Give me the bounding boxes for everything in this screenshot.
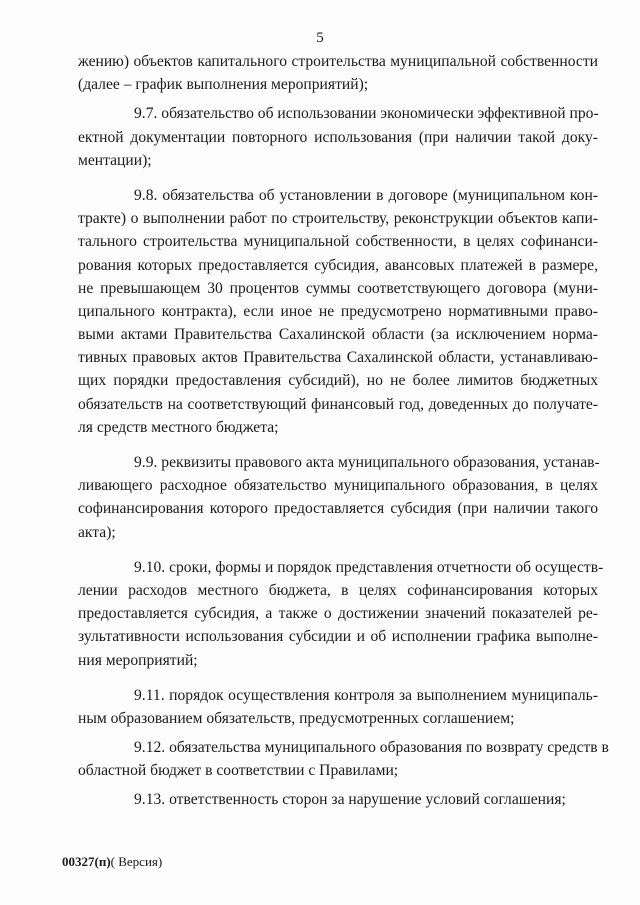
paragraph-9-12 [78,736,609,782]
text-line: 9.12. обязательства муниципального образования по возврату средств в [134,739,609,757]
text-line: 9.8. обязательства об установлении в договоре (муниципальном кон- [134,186,598,204]
page-number: 5 [316,30,324,46]
text-line: рования которых предоставляется субсидия, авансовых платежей в размере, [78,256,598,274]
text-line: ным образованием обязательств, предусмотренных соглашением; [78,709,515,727]
text-line: предоставляется субсидия, а также о достижении значений показателей ре- [78,605,598,623]
text-line: областной бюджет в соответствии с Правилами; [78,762,399,780]
paragraph-9-11 [78,684,598,730]
text-line: выми актами Правительства Сахалинской области (за исключением норма- [78,326,598,344]
document-code: 00327(п) [62,854,111,869]
text-line: 9.13. ответственность сторон за нарушение условий соглашения; [134,791,566,809]
text-line: тракте) о выполнении работ по строительству, реконструкции объектов капи- [78,210,598,228]
text-line: зультативности использования субсидии и об исполнении графика выполне- [78,628,598,646]
text-line: тального строительства муниципальной собственности, в целях софинанси- [78,233,598,251]
text-line: 9.10. сроки, формы и порядок представления отчетности об осуществ- [134,558,604,576]
text-line: тивных правовых актов Правительства Сахалинской области, устанавливаю- [78,349,598,367]
paragraph-9-13 [78,788,598,811]
text-line: 9.9. реквизиты правового акта муниципального образования, устанав- [134,454,600,471]
text-line: ля средств местного бюджета; [78,418,279,436]
document-code-footer [62,854,162,870]
paragraph-9-7 [78,102,598,172]
text-line: щих порядки предоставления субсидий), но не более лимитов бюджетных [78,372,598,390]
text-line: 9.11. порядок осуществления контроля за выполнением муниципаль- [134,686,598,704]
document-body [78,50,609,812]
text-line: жению) объектов капитального строительства муниципальной собственности [78,53,598,70]
text-line: ципального контракта), если иное не предусмотрено нормативными право- [78,302,598,320]
text-line: 9.7. обязательство об использовании экономически эффективной про- [134,105,599,123]
text-line: не превышающем 30 процентов суммы соответствующего договора (муни- [78,279,598,297]
paragraph-9-10 [78,556,604,672]
document-version: ( Версия) [110,854,163,869]
text-line: лении расходов местного бюджета, в целях софинансирования которых [78,581,598,599]
text-line: акта); [78,523,116,541]
text-line: ния мероприятий; [78,651,198,669]
text-line: ливающего расходное обязательство муниципального образования, в целях [78,477,598,495]
paragraph-9-8 [78,184,598,439]
paragraph-continuation [78,50,598,96]
text-line: (далее – график выполнения мероприятий); [78,76,369,94]
paragraph-9-9 [78,451,598,544]
text-line: софинансирования которого предоставляется субсидия (при наличии такого [78,500,598,518]
text-line: ментации); [78,151,152,169]
text-line: обязательств на соответствующий финансовый год, доведенных до получате- [78,395,598,413]
text-line: ектной документации повторного использования (при наличии такой доку- [78,128,598,146]
